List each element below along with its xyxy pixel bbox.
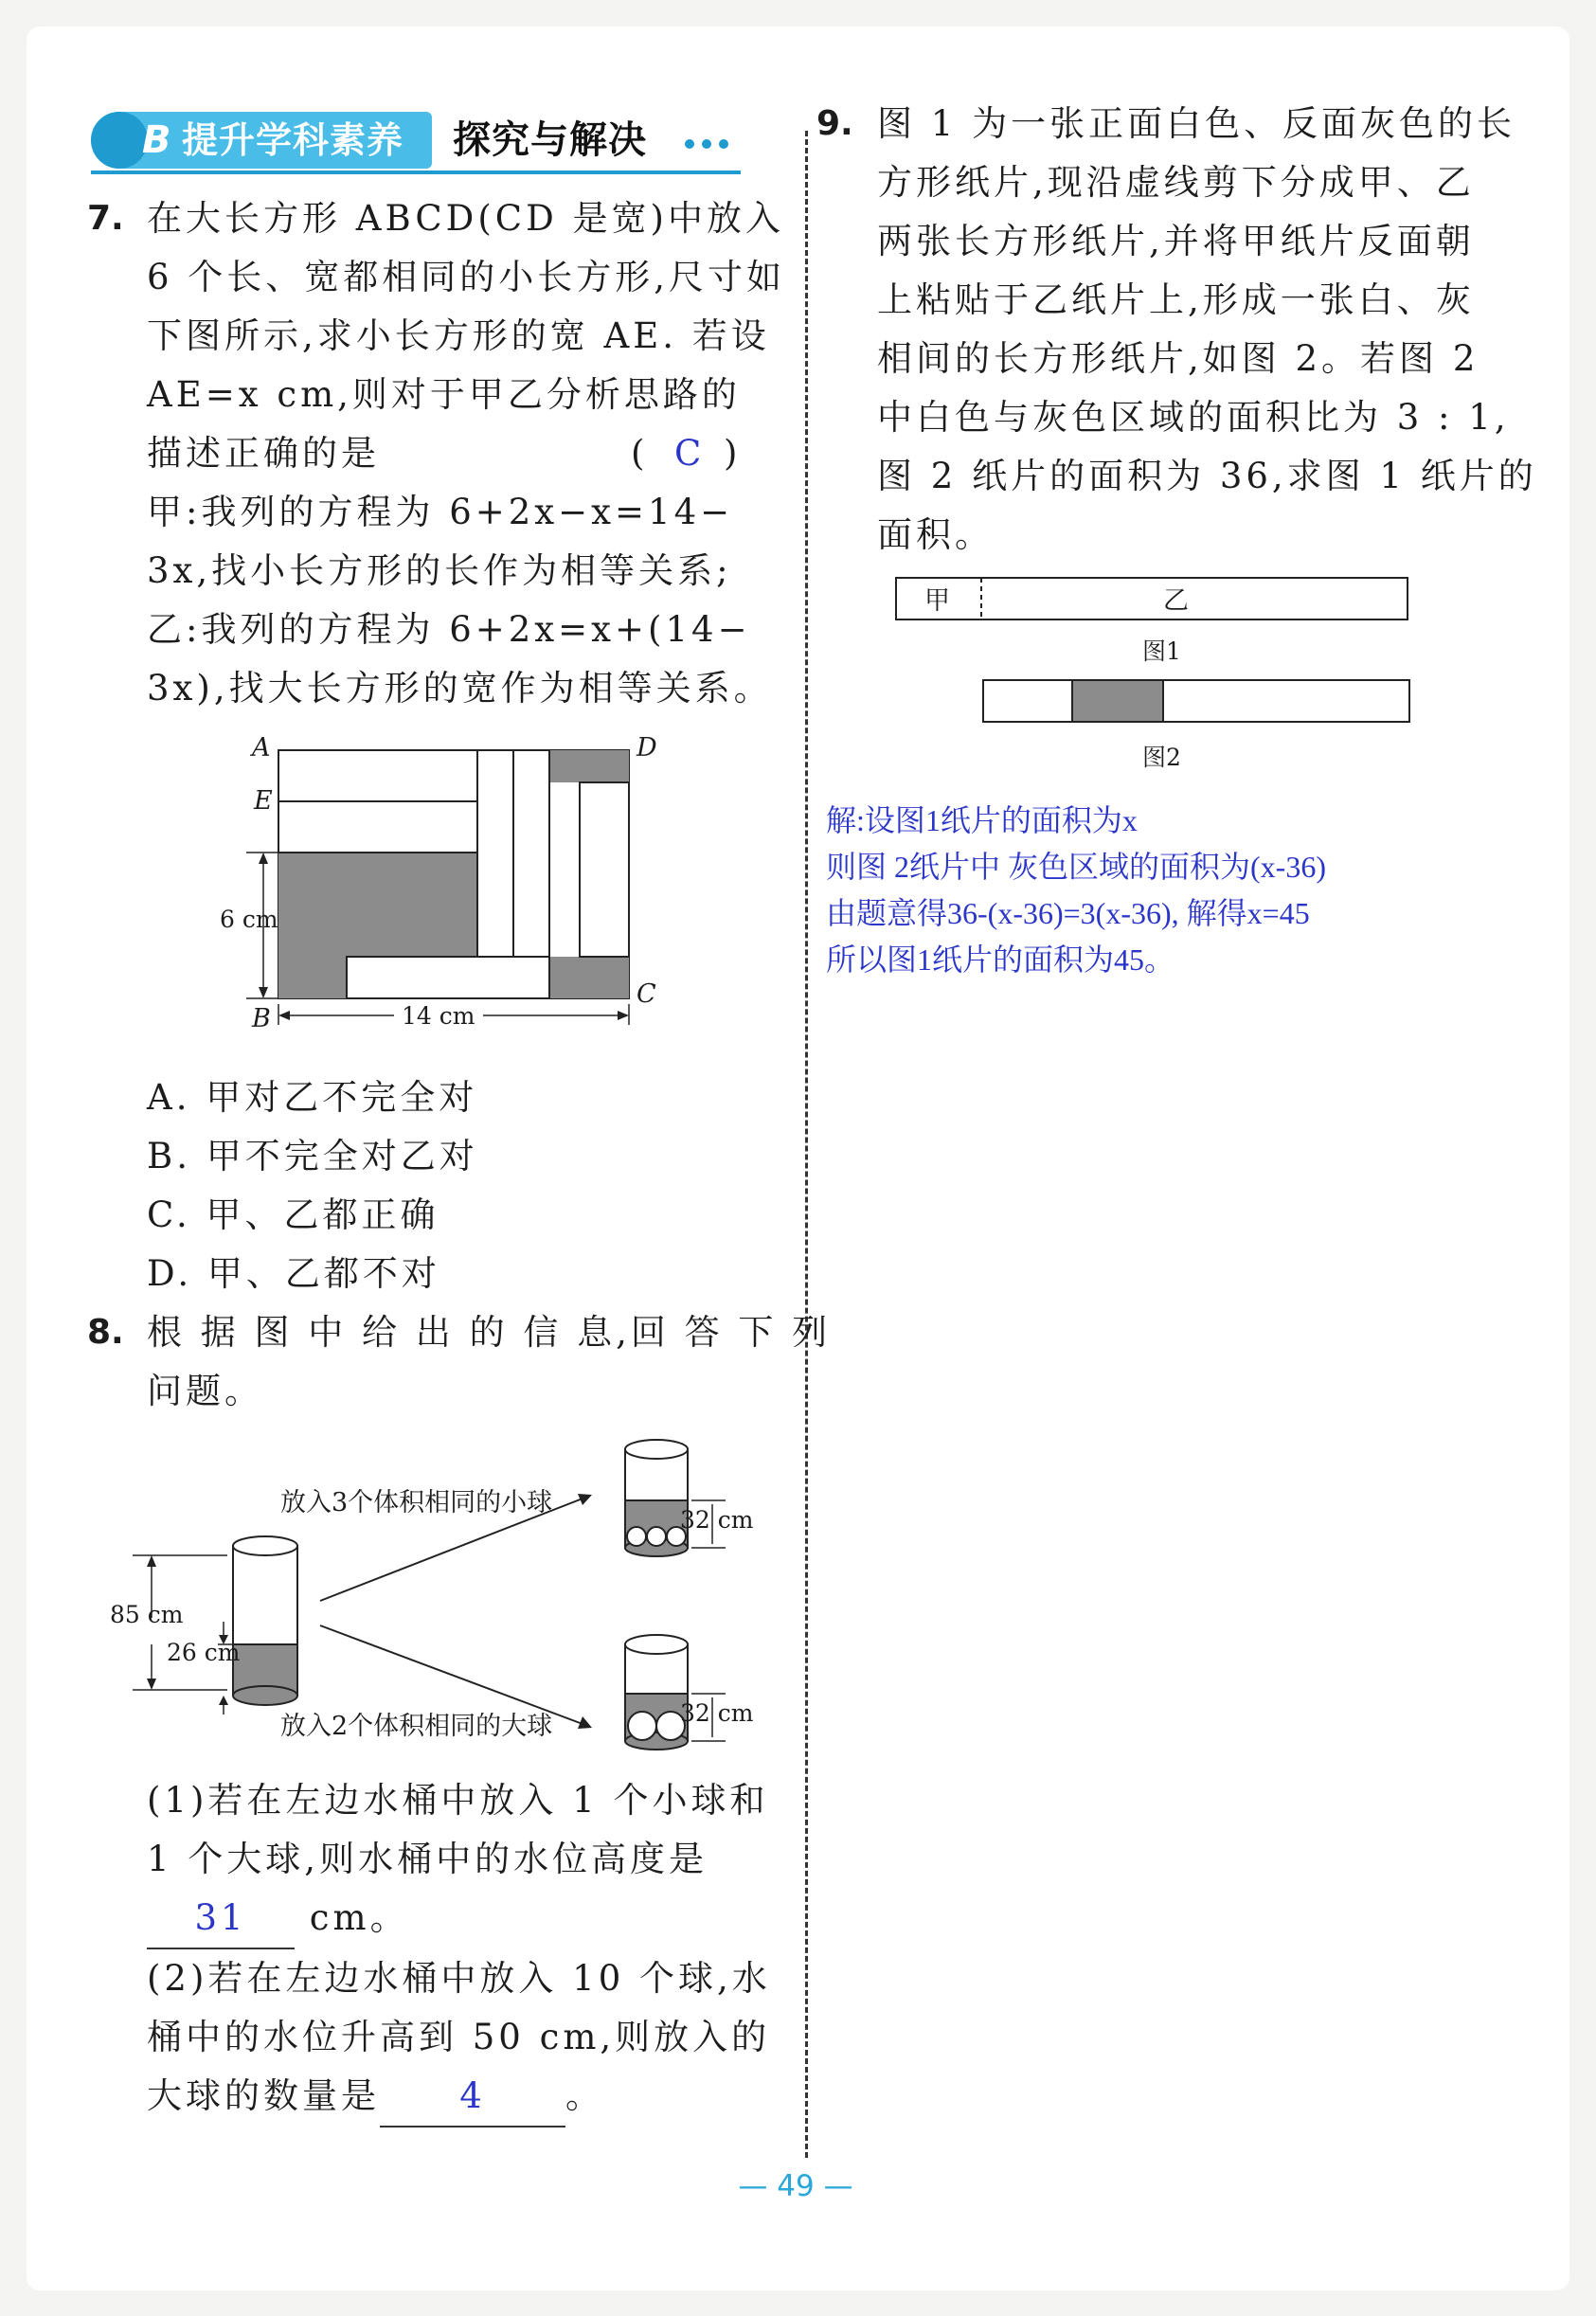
q7-line: 乙:我列的方程为 6+2x=x+(14− — [147, 609, 751, 650]
q9-text — [877, 95, 1537, 565]
height-32-bottom-label: 32 cm — [680, 1699, 754, 1727]
small-rect-6 — [347, 957, 549, 998]
q8-line: 问题。 — [147, 1371, 263, 1411]
q8-text — [147, 1303, 831, 1421]
small-rect-1 — [278, 750, 477, 801]
q7-line: 6 个长、宽都相同的小长方形,尺寸如 — [147, 257, 786, 297]
option-c: C. 甲、乙都正确 — [147, 1194, 439, 1235]
q9-line: 两张长方形纸片,并将甲纸片反面朝 — [877, 221, 1475, 261]
label-A: A — [252, 733, 271, 763]
q8-part1-answer: 31 — [147, 1889, 295, 1949]
small-rect-2 — [278, 801, 477, 853]
width-label: 14 cm — [402, 1002, 475, 1030]
q9-line: 图 1 为一张正面白色、反面灰色的长 — [877, 103, 1516, 144]
section-underline — [91, 171, 741, 174]
option-b: B. 甲不完全对乙对 — [147, 1136, 478, 1176]
q7-line: 描述正确的是 — [147, 433, 380, 474]
label-jia: 甲 — [924, 586, 950, 616]
section-title: 提升学科素养 — [182, 119, 404, 161]
banner-tag-icon — [91, 112, 148, 169]
big-balls-label: 放入2个体积相同的大球 — [280, 1712, 553, 1741]
label-yi: 乙 — [1163, 586, 1189, 616]
q8-part2-prefix: 大球的数量是 — [147, 2075, 380, 2116]
q8-part2-answer: 4 — [380, 2067, 565, 2127]
q7-answer: C — [674, 433, 706, 474]
page-number: — 49 — — [738, 2169, 853, 2203]
fig2-gray-piece — [1072, 680, 1163, 722]
q9-line: 上粘贴于乙纸片上,形成一张白、灰 — [877, 279, 1475, 320]
solution-line: 由题意得36-(x-36)=3(x-36), 解得x=45 — [826, 896, 1310, 930]
q7-line: 在大长方形 ABCD(CD 是宽)中放入 — [147, 198, 784, 239]
q8-part2-answer-line — [147, 2067, 771, 2127]
q8-part2-line: (2)若在左边水桶中放入 10 个球,水 — [147, 1958, 771, 1999]
q8-part2-line: 桶中的水位升高到 50 cm,则放入的 — [147, 2017, 771, 2057]
fig1-caption: 图1 — [1142, 637, 1181, 665]
label-D: D — [637, 733, 657, 763]
q8-number: 8. — [87, 1313, 124, 1352]
option-a: A. 甲对乙不完全对 — [147, 1077, 478, 1118]
option-d: D. 甲、乙都不对 — [147, 1253, 440, 1294]
q7-rectangle-figure — [208, 729, 644, 1042]
q7-paren-open: ( — [631, 433, 649, 474]
q9-solution — [826, 798, 1326, 983]
fig1-strip — [896, 578, 1408, 619]
q7-line: 3x,找小长方形的长作为相等关系; — [147, 550, 732, 591]
q8-part1-line: 1 个大球,则水桶中的水位高度是 — [147, 1839, 708, 1879]
fig2-caption: 图2 — [1142, 744, 1181, 771]
small-rect-5 — [580, 782, 629, 957]
gray-region-bottom-right — [549, 957, 629, 998]
q8-part1 — [147, 1771, 771, 2127]
small-rect-3 — [477, 750, 513, 976]
q8-line: 根 据 图 中 给 出 的 信 息,回 答 下 列 — [147, 1312, 832, 1353]
q8-part1-answer-line — [147, 1889, 771, 1949]
label-B: B — [252, 1004, 271, 1033]
q9-line: 相间的长方形纸片,如图 2。若图 2 — [877, 338, 1479, 379]
section-badge: B — [142, 118, 171, 162]
gray-region-top-right — [549, 750, 629, 782]
label-C: C — [637, 979, 656, 1009]
solution-line: 所以图1纸片的面积为45。 — [826, 943, 1175, 977]
height-26-label: 26 cm — [167, 1639, 241, 1666]
q9-line: 中白色与灰色区域的面积比为 3 : 1, — [877, 397, 1510, 438]
column-divider — [805, 131, 808, 2158]
q9-line: 面积。 — [877, 514, 994, 555]
q7-line: 3x),找大长方形的宽作为相等关系。 — [147, 668, 773, 709]
q9-number: 9. — [816, 104, 853, 143]
small-rect-4 — [513, 750, 549, 976]
q8-part1-line: (1)若在左边水桶中放入 1 个小球和 — [147, 1780, 769, 1821]
fig2-strip — [983, 680, 1409, 722]
q7-paren-close: ) — [724, 433, 742, 474]
q7-line: AE=x cm,则对于甲乙分析思路的 — [147, 374, 741, 415]
q7-line: 甲:我列的方程为 6+2x−x=14− — [147, 492, 734, 532]
q7-options — [147, 1068, 478, 1303]
solution-line: 解:设图1纸片的面积为x — [826, 803, 1138, 837]
q9-line: 方形纸片,现沿虚线剪下分成甲、乙 — [877, 162, 1475, 203]
section-subtitle: 探究与解决 — [453, 118, 647, 162]
small-balls-label: 放入3个体积相同的小球 — [280, 1488, 553, 1517]
height-label: 6 cm — [220, 906, 278, 933]
q9-line: 图 2 纸片的面积为 36,求图 1 纸片的 — [877, 456, 1537, 496]
q7-number: 7. — [87, 199, 124, 238]
q7-line: 下图所示,求小长方形的宽 AE. 若设 — [147, 315, 770, 356]
label-E: E — [254, 786, 273, 816]
dots-icon — [685, 139, 736, 149]
q8-part1-unit: cm。 — [309, 1897, 409, 1938]
q8-part2-suffix: 。 — [565, 2075, 604, 2116]
height-32-top-label: 32 cm — [680, 1506, 754, 1534]
height-85-label: 85 cm — [110, 1601, 184, 1628]
solution-line: 则图 2纸片中 灰色区域的面积为(x-36) — [826, 850, 1326, 884]
